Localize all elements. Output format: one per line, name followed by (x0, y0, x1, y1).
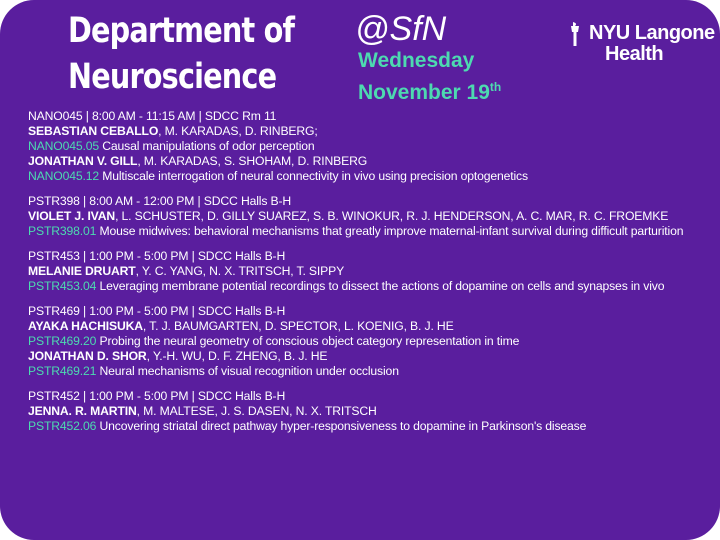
session-header: PSTR469 | 1:00 PM - 5:00 PM | SDCC Halls B-H (28, 304, 286, 318)
page-title (68, 8, 294, 100)
presentation-line (28, 279, 700, 294)
presentation-line (28, 224, 700, 239)
event-date (358, 48, 501, 106)
session-block (28, 109, 700, 184)
session-header: PSTR398 | 8:00 AM - 12:00 PM | SDCC Halls B-H (28, 194, 292, 208)
author-line (28, 209, 700, 224)
presentation-title: Multiscale interrogation of neural connectivity in vivo using precision optogenetics (99, 169, 528, 183)
presentation-title: Uncovering striatal direct pathway hyper-responsiveness to dopamine in Parkinson's disease (96, 419, 587, 433)
presentation-code: NANO045.12 (28, 169, 99, 183)
coauthors: , M. MALTESE, J. S. DASEN, N. X. TRITSCH (136, 404, 377, 418)
presentation-line (28, 169, 700, 184)
event-date-main: November 19 (358, 81, 490, 104)
presentation-line (28, 364, 700, 379)
coauthors: , M. KARADAS, D. RINBERG; (158, 124, 318, 138)
presenter-name: VIOLET J. IVAN (28, 209, 116, 223)
presentation-code: PSTR469.20 (28, 334, 97, 348)
presentation-line (28, 334, 700, 349)
event-date-suffix: th (489, 80, 502, 94)
session-block (28, 249, 700, 294)
sessions-list (28, 109, 700, 444)
session-block (28, 389, 700, 434)
presentation-title: Neural mechanisms of visual recognition under occlusion (96, 364, 399, 378)
presentation-code: PSTR452.06 (28, 419, 97, 433)
coauthors: , Y.-H. WU, D. F. ZHENG, B. J. HE (146, 349, 328, 363)
title-line-1: Department of (68, 11, 295, 51)
author-line (28, 319, 700, 334)
presentation-code: PSTR469.21 (28, 364, 97, 378)
session-block (28, 194, 700, 239)
presentation-code: PSTR453.04 (28, 279, 97, 293)
event-date-line (358, 74, 501, 106)
event-label: @SfN (355, 10, 447, 48)
author-line (28, 124, 700, 139)
coauthors: , L. SCHUSTER, D. GILLY SUAREZ, S. B. WINOKUR, R. J. HENDERSON, A. C. MAR, R. C. FROEMKE (115, 209, 669, 223)
torch-icon (563, 22, 587, 52)
coauthors: , Y. C. YANG, N. X. TRITSCH, T. SIPPY (135, 264, 345, 278)
author-line (28, 264, 700, 279)
presenter-name: AYAKA HACHISUKA (28, 319, 143, 333)
presenter-name: JONATHAN D. SHOR (28, 349, 147, 363)
session-header: PSTR452 | 1:00 PM - 5:00 PM | SDCC Halls B-H (28, 389, 286, 403)
presenter-name: JONATHAN V. GILL (28, 154, 138, 168)
presentation-code: PSTR398.01 (28, 224, 97, 238)
session-block (28, 304, 700, 379)
logo-text-line-2: Health (605, 43, 664, 65)
presenter-name: JENNA. R. MARTIN (28, 404, 137, 418)
logo-text-line-1: NYU Langone (589, 22, 715, 44)
coauthors: , T. J. BAUMGARTEN, D. SPECTOR, L. KOENIG, B. J. HE (142, 319, 454, 333)
presentation-title: Probing the neural geometry of conscious object category representation in time (96, 334, 520, 348)
presentation-line (28, 419, 700, 434)
author-line (28, 154, 700, 169)
presenter-name: MELANIE DRUART (28, 264, 136, 278)
title-line-2: Neuroscience (68, 57, 277, 97)
session-header: NANO045 | 8:00 AM - 11:15 AM | SDCC Rm 11 (28, 109, 277, 123)
event-day: Wednesday (358, 49, 475, 72)
coauthors: , M. KARADAS, S. SHOHAM, D. RINBERG (137, 154, 368, 168)
author-line (28, 404, 700, 419)
nyu-langone-logo (563, 22, 715, 82)
presentation-line (28, 139, 700, 154)
presentation-code: NANO045.05 (28, 139, 99, 153)
presentation-title: Leveraging membrane potential recordings to dissect the actions of dopamine on cells and synapses in vivo (96, 279, 665, 293)
presentation-title: Causal manipulations of odor perception (99, 139, 315, 153)
session-header: PSTR453 | 1:00 PM - 5:00 PM | SDCC Halls B-H (28, 249, 286, 263)
presentation-title: Mouse midwives: behavioral mechanisms that greatly improve maternal-infant survival during difficult parturition (96, 224, 684, 238)
author-line (28, 349, 700, 364)
presenter-name: SEBASTIAN CEBALLO (28, 124, 159, 138)
